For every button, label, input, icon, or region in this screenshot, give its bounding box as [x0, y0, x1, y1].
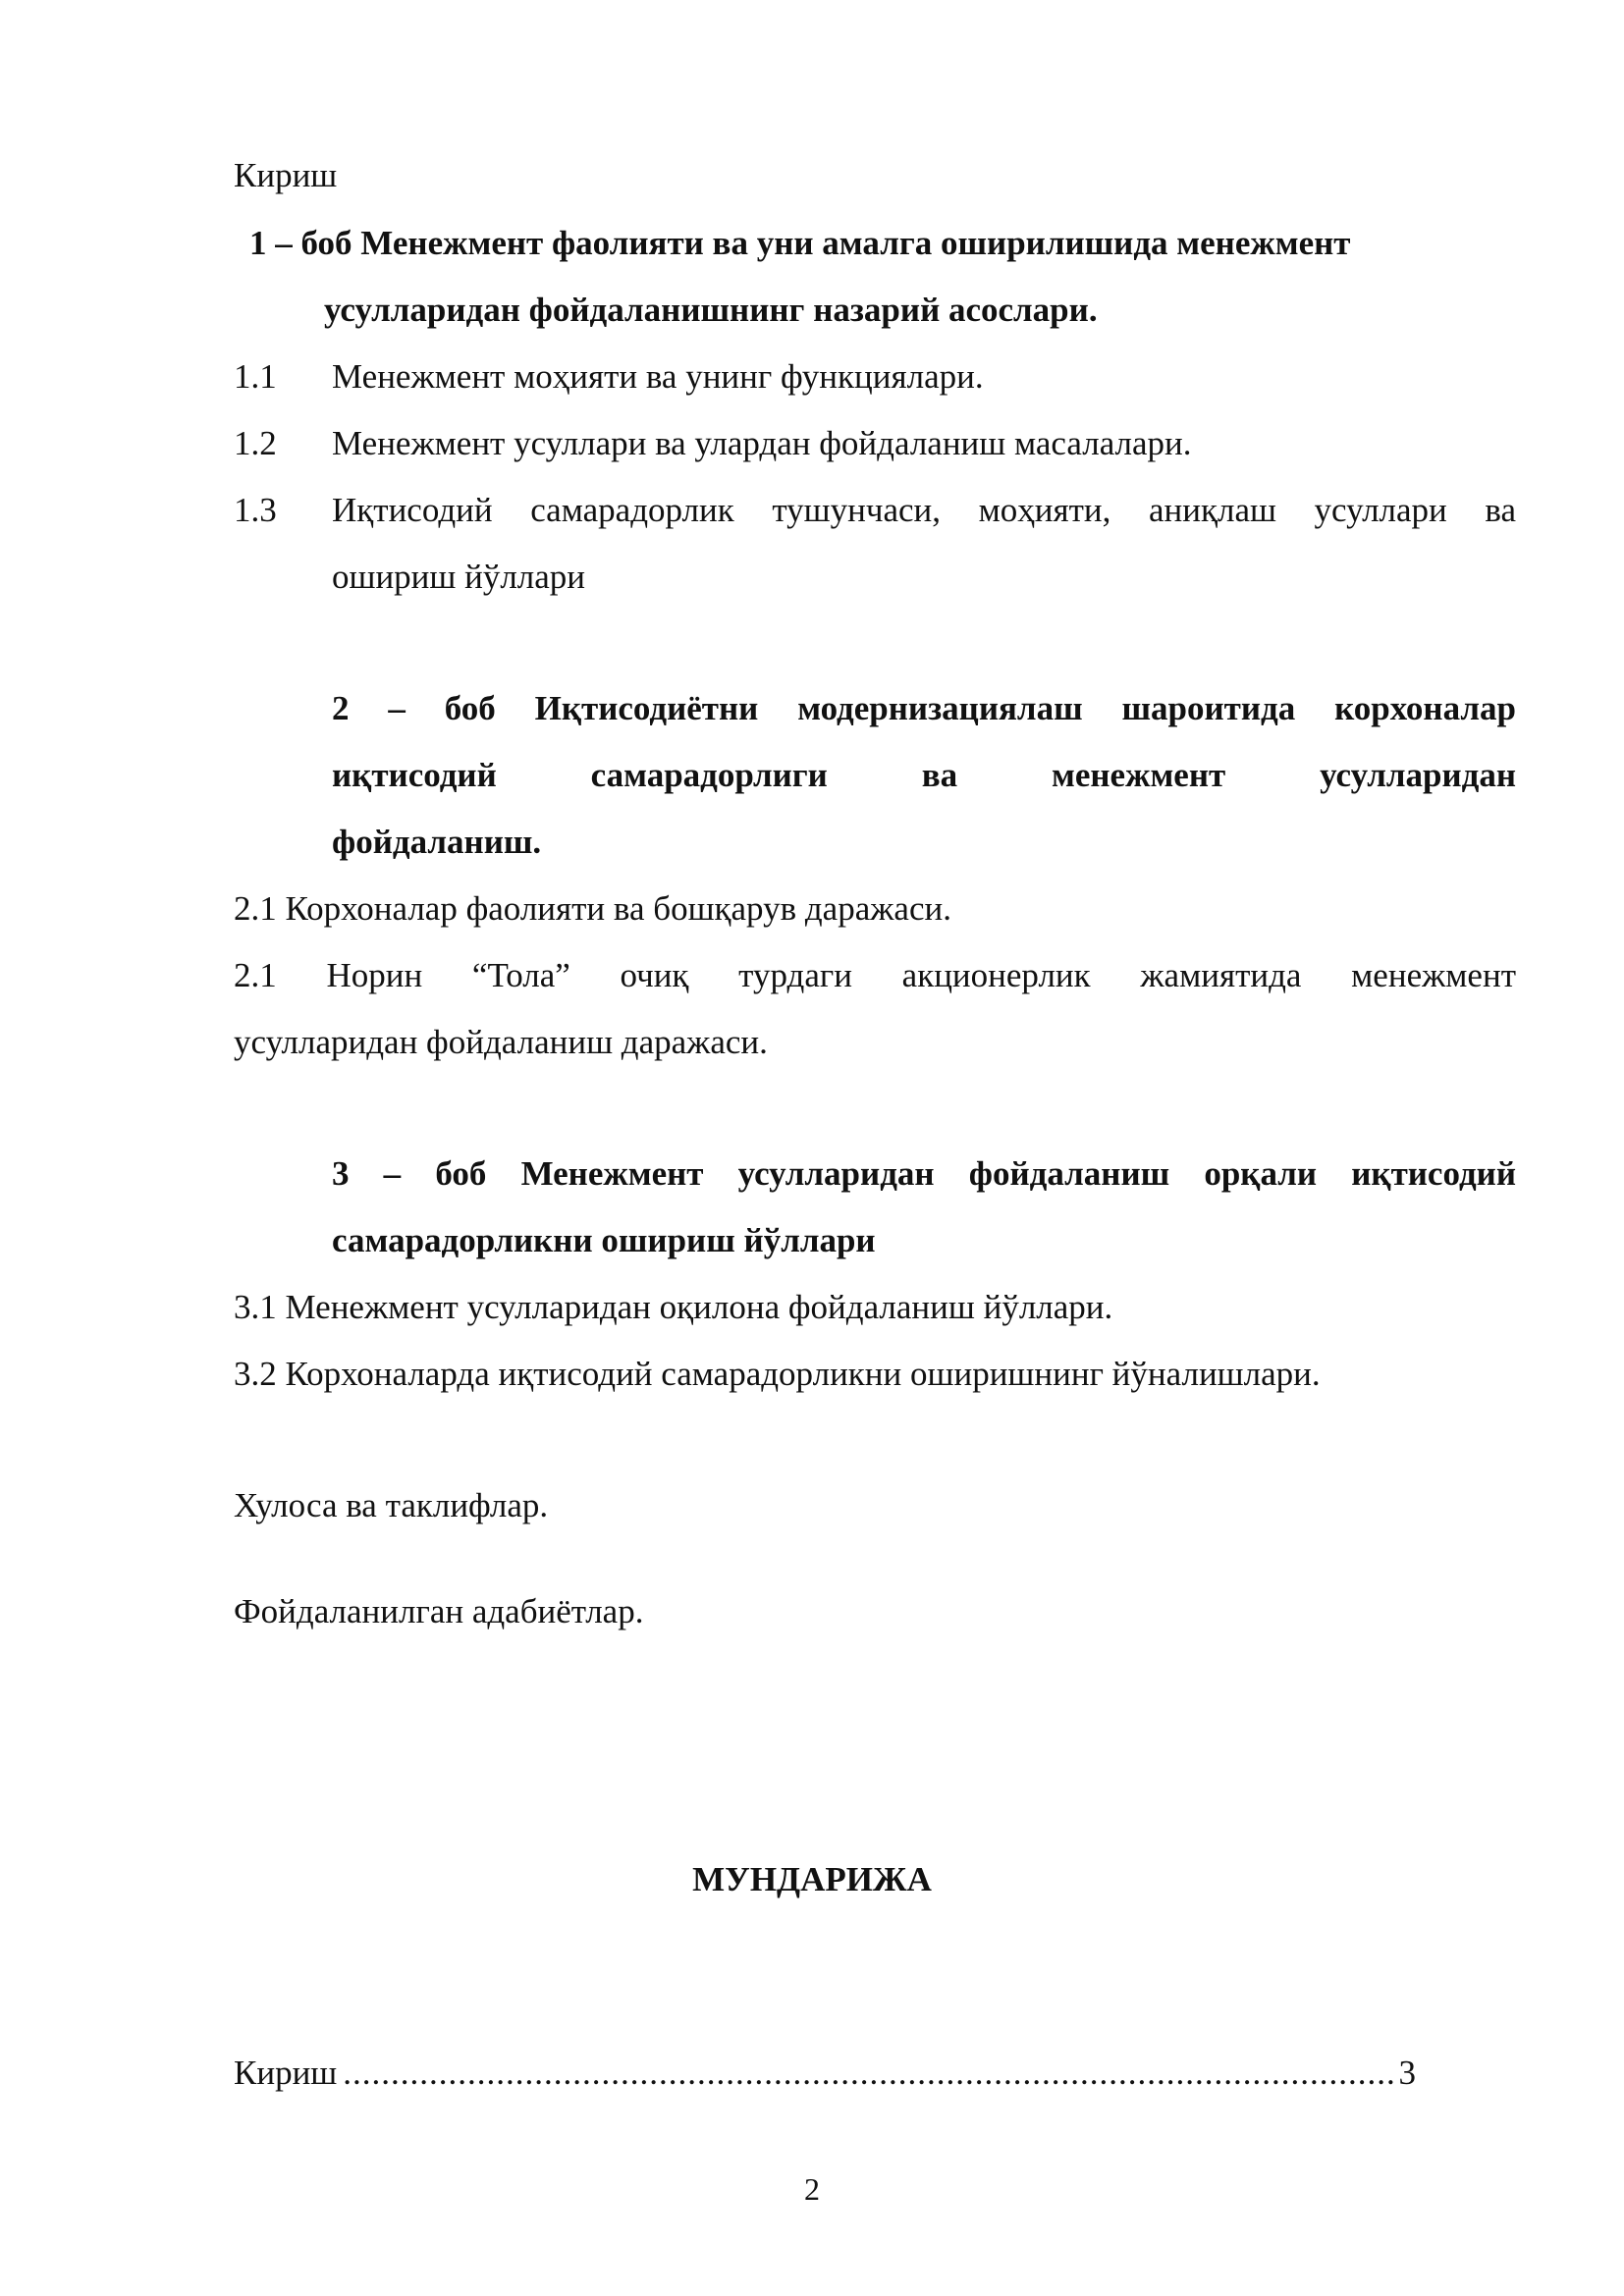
chapter3-heading-line2: самарадорликни ошириш йўллари — [332, 1221, 876, 1259]
section-number: 1.2 — [234, 424, 277, 462]
chapter2-heading-line2: иқтисодий самарадорлиги ва менежмент усулларидан — [332, 756, 1516, 794]
chapter2-heading-line1: 2 – боб Иқтисодиётни модернизациялаш шароитида корхоналар — [332, 689, 1516, 727]
conclusion-line: Хулоса ва таклифлар. — [234, 1486, 549, 1524]
section-title: 2.1 Корхоналар фаолияти ва бошқарув даражаси. — [234, 889, 951, 928]
chapter1-heading-line1: 1 – боб Менежмент фаолияти ва уни амалга оширилишида менежмент — [249, 224, 1351, 262]
chapter1-heading-line2: усулларидан фойдаланишнинг назарий асослари. — [324, 291, 1098, 329]
section-title: Менежмент моҳияти ва унинг функциялари. — [332, 357, 984, 396]
contents-title: МУНДАРИЖА — [692, 1860, 932, 1898]
intro-line: Кириш — [234, 156, 338, 194]
section-title: 3.1 Менежмент усулларидан оқилона фойдаланиш йўллари. — [234, 1288, 1113, 1326]
section-number: 1.3 — [234, 491, 277, 529]
section-title: 3.2 Корхоналарда иқтисодий самарадорликни оширишнинг йўналишлари. — [234, 1355, 1321, 1393]
section-title-line2: усулларидан фойдаланиш даражаси. — [234, 1023, 768, 1061]
section-title-line1: Иқтисодий самарадорлик тушунчаси, моҳияти, аниқлаш усуллари ва — [332, 491, 1516, 529]
chapter2-heading-line3: фойдаланиш. — [332, 823, 542, 861]
section-title-line2: ошириш йўллари — [332, 558, 586, 596]
section-title: Менежмент усуллари ва улардан фойдаланиш масалалари. — [332, 424, 1192, 462]
toc-entry-label: Кириш — [234, 2054, 338, 2092]
section-number: 1.1 — [234, 357, 277, 396]
chapter3-heading-line1: 3 – боб Менежмент усулларидан фойдаланиш орқали иқтисодий — [332, 1154, 1516, 1193]
page-number: 2 — [804, 2171, 820, 2207]
section-title-line1: 2.1 Норин “Тола” очиқ турдаги акционерлик жамиятида менежмент — [234, 956, 1516, 994]
toc-entry-page: 3 — [1398, 2054, 1416, 2092]
references-line: Фойдаланилган адабиётлар. — [234, 1592, 644, 1630]
toc-entry — [234, 2050, 1416, 2097]
toc-leader-dots — [343, 2050, 1392, 2097]
